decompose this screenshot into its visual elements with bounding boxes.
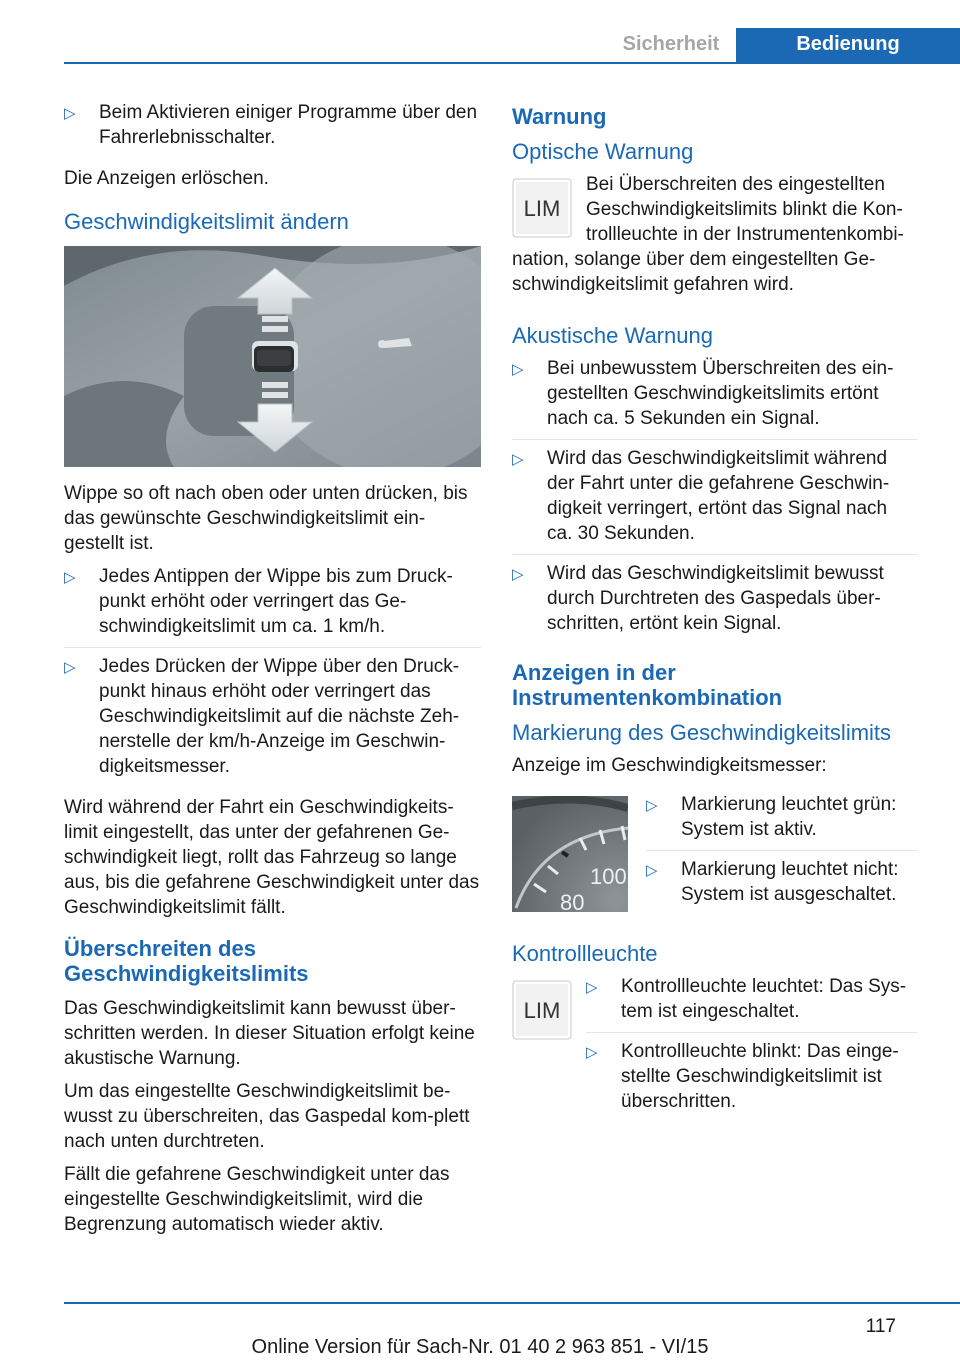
lim-label: LIM [523,196,561,221]
paragraph: Die Anzeigen erlöschen. [64,168,269,189]
triangle-bullet-icon: ▷ [512,451,524,468]
section-heading: Warnung [512,104,607,129]
lim-label: LIM [523,998,561,1023]
section-heading: Geschwindigkeitslimit ändern [64,209,349,234]
left-column [64,100,481,1245]
list-item: ▷ Kontrollleuchte blinkt: Das einge-stellte Geschwindigkeitslimit ist überschritten. [586,1041,899,1112]
triangle-bullet-icon: ▷ [646,797,658,814]
subsection-heading: Kontrollleuchte [512,941,658,966]
gauge-label-100: 100 [590,864,627,889]
bullet-list [512,356,917,644]
subsection-heading: Markierung des Geschwindigkeitslimits [512,720,892,745]
right-column [512,100,917,1130]
subsection-heading: Akustische Warnung [512,323,713,348]
tab-bedienung[interactable]: Bedienung [736,28,960,62]
lim-indicator-icon [512,178,572,238]
lim-indicator-icon [512,980,572,1040]
triangle-bullet-icon: ▷ [64,569,76,586]
list-item: ▷ Markierung leuchtet nicht: System ist ausgeschaltet. [646,859,899,905]
triangle-bullet-icon: ▷ [646,862,658,879]
paragraph: Um das eingestellte Geschwindigkeitslimit be-wusst zu überschreiten, das Gaspedal kom-plett nach unten durchtreten. [64,1081,470,1152]
bullet-list [586,974,917,1122]
tab-sicherheit[interactable]: Sicherheit [622,33,720,55]
paragraph: Fällt die gefahrene Geschwindigkeit unter das eingestellte Geschwindigkeitslimit, wird die Begrenzung automatisch wieder aktiv. [64,1164,450,1235]
bullet-list [64,100,481,158]
subsection-heading: Optische Warnung [512,139,694,164]
triangle-bullet-icon: ▷ [512,361,524,378]
paragraph: Das Geschwindigkeitslimit kann bewusst über-schritten werden. In dieser Situation erfolgt keine akustische Warnung. [64,998,475,1069]
page-number: 117 [865,1316,896,1337]
triangle-bullet-icon: ▷ [512,566,524,583]
bullet-list [64,564,481,787]
bullet-list [646,792,917,915]
paragraph: Wippe so oft nach oben oder unten drücken, bis das gewünschte Geschwindigkeitslimit ein-gestellt ist. [64,483,468,554]
speedometer-mark-icon [512,796,628,912]
paragraph: Bei Überschreiten des eingestellten Geschwindigkeitslimits blinkt die Kon-trollleuchte in der Instrumentenkombi-nation, solange über dem eingestellten Ge-schwindigkeitslimit gefahren wird. [512,174,904,295]
list-item: ▷ Wird das Geschwindigkeitslimit bewusst durch Durchtreten des Gaspedals über-schritten, ertönt kein Signal. [512,563,884,634]
list-item: ▷ Jedes Antippen der Wippe bis zum Druck-punkt erhöht oder verringert das Ge-schwindigkeitslimit um ca. 1 km/h. [64,564,481,648]
list-item: ▷ Beim Aktivieren einiger Programme über den Fahrerlebnisschalter. [64,102,478,148]
list-item: ▷ Wird das Geschwindigkeitslimit während der Fahrt unter die gefahrene Geschwin-digkeit verringert, ertönt das Signal nach ca. 30 Sekunden. [512,446,917,555]
list-item: ▷ Jedes Drücken der Wippe über den Druck-punkt hinaus erhöht oder verringert das Geschwindigkeitslimit auf die nächste Zeh-nerstelle der km/h-Anzeige im Geschwin-digkeitsmesser. [64,656,460,777]
triangle-bullet-icon: ▷ [586,1044,598,1061]
list-item: ▷ Kontrollleuchte leuchtet: Das Sys-tem ist eingeschaltet. [586,974,917,1033]
section-heading: Anzeigen in der Instrumentenkombination [512,660,783,710]
paragraph: Anzeige im Geschwindigkeitsmesser: [512,755,827,776]
footer-rule [64,1302,960,1304]
list-item: ▷ Markierung leuchtet grün: System ist aktiv. [646,792,917,851]
triangle-bullet-icon: ▷ [64,659,76,676]
triangle-bullet-icon: ▷ [64,105,76,122]
list-item: ▷ Bei unbewusstem Überschreiten des ein-gestellten Geschwindigkeitslimits ertönt nach ca. 5 Sekunden ein Signal. [512,356,917,440]
paragraph: Wird während der Fahrt ein Geschwindigkeits-limit eingestellt, das unter der gefahrenen Ge-schwindigkeit liegt, rollt das Fahrzeug so lange aus, bis die gefahrene Geschwindigkeit unter das Geschwindigkeitslimit fällt. [64,797,480,918]
triangle-bullet-icon: ▷ [586,979,598,996]
header-bar [64,28,960,64]
footer-text: Online Version für Sach-Nr. 01 40 2 963 851 - VI/15 [251,1336,709,1358]
gauge-label-80: 80 [560,890,585,912]
steering-wheel-rocker-photo [64,246,481,467]
section-heading: Überschreiten des Geschwindigkeitslimits [64,936,309,986]
